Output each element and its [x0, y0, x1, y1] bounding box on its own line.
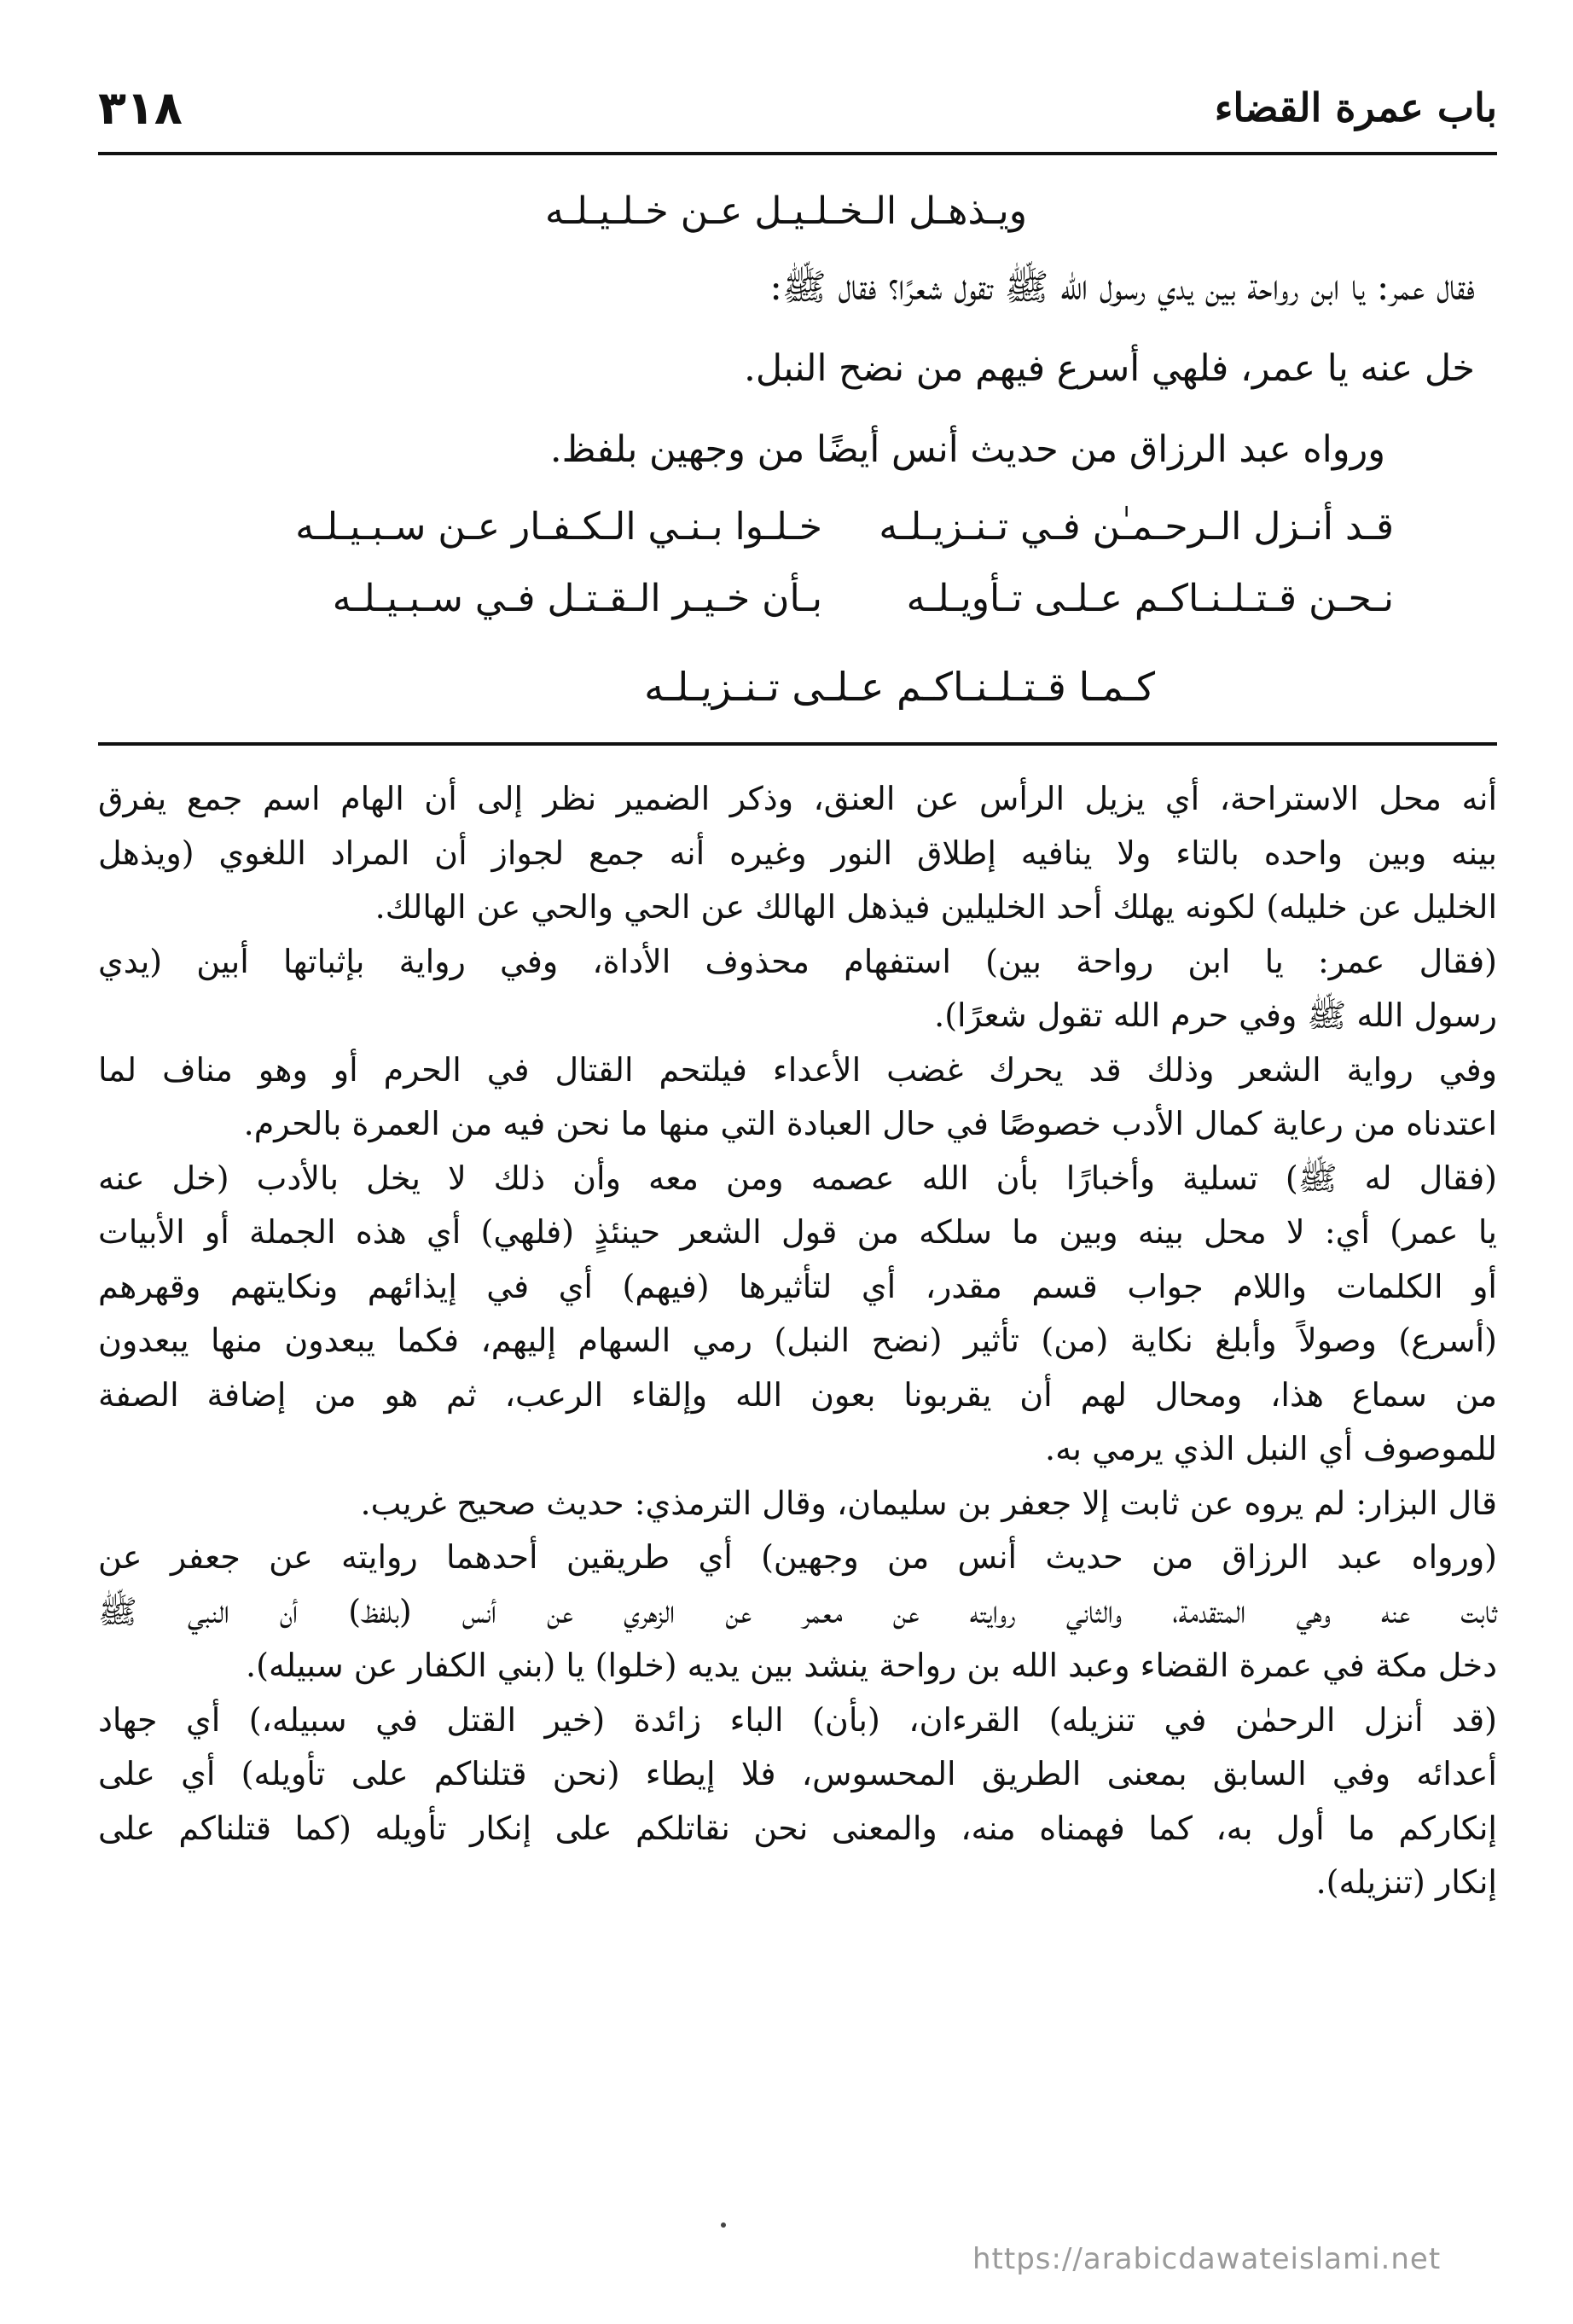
commentary-line: اعتدناه من رعاية كمال الأدب خصوصًا في حال العبادة التي منها ما نحن فيه من العمرة بالحرم.: [243, 1105, 1497, 1142]
verse-line: ويـذهـل الـخـلـيـل عـن خـلـيـلـه: [544, 189, 1027, 233]
commentary-line: الخليل عن خليله) لكونه يهلك أحد الخليلين فيذهل الهالك عن الحي والحي عن الهالك.: [374, 888, 1497, 926]
section-divider: [98, 742, 1497, 746]
commentary-line: (أسرع) وصولاً وأبلغ نكاية (من) تأثير (نضح النبل) رمي السهام إليهم، فكما يبعدون منها يبعدون: [98, 1322, 1497, 1359]
commentary-line: (ورواه عبد الرزاق من حديث أنس من وجهين) أي طريقين أحدهما روايته عن جعفر عن: [98, 1538, 1497, 1576]
matn-line: خل عنه يا عمر، فلهي أسرع فيهم من نضح النبل.: [744, 347, 1475, 390]
page-dot: [721, 2222, 726, 2228]
page-number: ٣١٨: [98, 81, 183, 135]
commentary-line: ثابت عنه وهي المتقدمة، والثاني روايته عن معمر عن الزهري عن أنس (بلفظ) أن النبي ﷺ: [98, 1592, 1497, 1630]
commentary-line: رسول الله ﷺ وفي حرم الله تقول شعرًا).: [934, 996, 1497, 1034]
page-header: [98, 81, 1497, 141]
commentary-line: وفي رواية الشعر وذلك قد يحرك غضب الأعداء فيلتحم القتال في الحرم أو وهو مناف لما: [98, 1050, 1497, 1089]
commentary-line: (فقال له ﷺ) تسلية وأخبارًا بأن الله عصمه ومن معه وأن ذلك لا يخل بالأدب (خل عنه: [98, 1159, 1497, 1197]
commentary-line: (قد أنزل الرحمٰن في تنزيله) القرءان، (بأن) الباء زائدة (خير القتل في سبيله،) أي جهاد: [98, 1700, 1497, 1739]
commentary-line: إنكار (تنزيله).: [1315, 1863, 1497, 1901]
commentary-line: من سماع هذا، ومحال لهم أن يقربونا بعون الله وإلقاء الرعب، ثم هو من إضافة الصفة: [98, 1375, 1497, 1414]
commentary-line: أعدائه وفي السابق بمعنى الطريق المحسوس، فلا إيطاء (نحن قتلناكم على تأويله) أي على: [98, 1755, 1497, 1792]
matn-line: ورواه عبد الرزاق من حديث أنس أيضًا من وجهين بلفظ.: [549, 428, 1385, 471]
commentary-line: دخل مكة في عمرة القضاء وعبد الله بن رواحة ينشد بين يديه (خلوا) يا (بني الكفار عن سبيله).: [246, 1647, 1497, 1684]
commentary-line: إنكاركم ما أول به، كما فهمناه منه، والمعنى نحن نقاتلكم على إنكار تأويله (كما قتلناكم على: [98, 1809, 1497, 1847]
commentary-line: بينه وبين واحده بالتاء ولا ينافيه إطلاق النور وغيره أنه جمع لجواز أن المراد اللغوي (ويذهل: [98, 834, 1497, 872]
matn-line: فقال عمر: يا ابن رواحة بين يدي رسول الله ﷺ تقول شعرًا؟ فقال ﷺ:: [769, 266, 1475, 309]
commentary-line: أو الكلمات واللام جواب قسم مقدر، أي لتأثيرها (فيهم) أي في إيذائهم ونكايتهم وقهرهم: [98, 1267, 1497, 1305]
chapter-title: باب عمرة القضاء: [1214, 84, 1497, 131]
commentary-line: (فقال عمر: يا ابن رواحة بين) استفهام محذوف الأداة، وفي رواية بإثباتها أبين (يدي: [98, 942, 1497, 980]
verse-hemistich-right: بـأن خـيـر الـقـتـل فـي سـبـيـلـه: [332, 577, 822, 620]
commentary-block: [98, 772, 1497, 1910]
verse-line: كـمـا قـتـلـنـاكـم عـلـى تـنـزيـلـه: [644, 664, 1155, 710]
header-rule: [98, 152, 1497, 155]
commentary-line: أنه محل الاستراحة، أي يزيل الرأس عن العنق، وذكر الضمير نظر إلى أن الهام اسم جمع يفرق: [98, 780, 1497, 817]
commentary-line: قال البزار: لم يروه عن ثابت إلا جعفر بن سليمان، وقال الترمذي: حديث صحيح غريب.: [360, 1484, 1497, 1522]
commentary-line: للموصوف أي النبل الذي يرمي به.: [1044, 1430, 1497, 1467]
verse-hemistich-left: قـد أنـزل الـرحـمـٰن فـي تـنـزيـلـه: [879, 505, 1394, 549]
commentary-line: يا عمر) أي: لا محل بينه وبين ما سلكه من قول الشعر حينئذٍ (فلهي) أي هذه الجملة أو الأبيات: [98, 1213, 1497, 1251]
verse-hemistich-right: خـلـوا بـنـي الـكـفـار عـن سـبـيـلـه: [295, 505, 822, 549]
watermark-url: https://arabicdawateislami.net: [972, 2242, 1442, 2276]
verse-hemistich-left: نـحـن قـتـلـنـاكـم عـلـى تـأويـلـه: [906, 577, 1394, 620]
